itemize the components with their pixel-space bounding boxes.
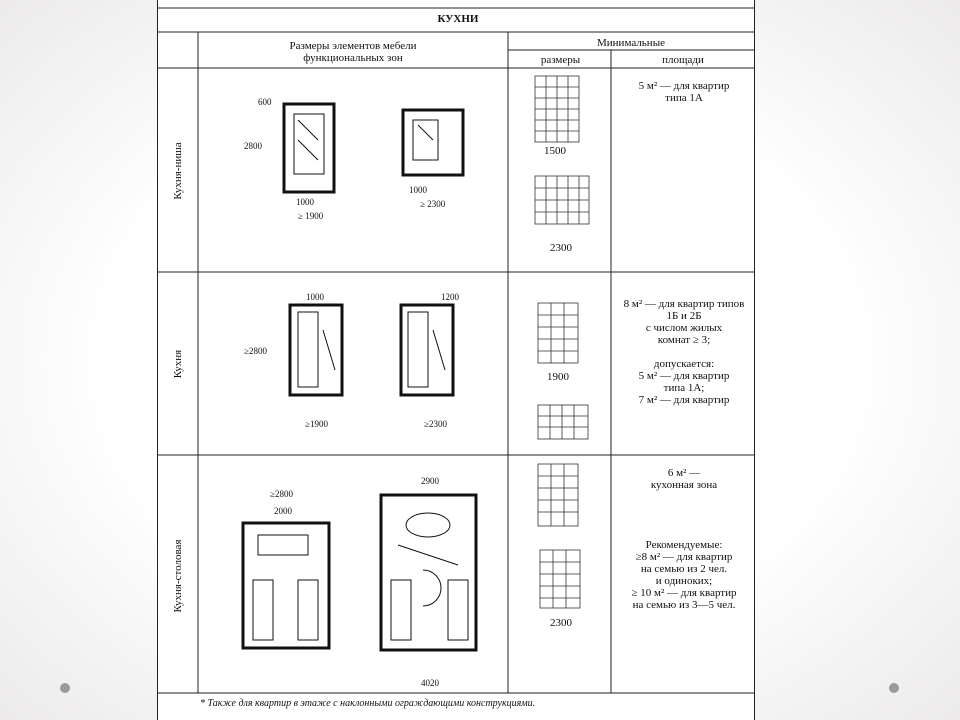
area-text-2: 8 м² — для квартир типов 1Б и 2Б с числом жилых комнат ≥ 3; допускается: 5 м² — для квартир типа 1А; 7 м² — для квартир [623,298,745,406]
next-slide-dot[interactable] [889,683,899,693]
dim-label: 1000 [296,197,314,207]
min-dim-1900: 1900 [547,371,569,383]
dim-label: 2800 [244,141,262,151]
min-dim-2300-a: 2300 [550,242,572,254]
dim-label: 1200 [441,292,459,302]
dim-label: 1000 [409,185,427,195]
header-dims: размеры [540,54,581,66]
dim-label: ≥2800 [270,489,293,499]
min-dim-2300-b: 2300 [550,617,572,629]
document-sheet [157,0,755,720]
dim-label: 4020 [421,678,439,688]
dim-label: 2000 [274,506,292,516]
prev-slide-dot[interactable] [60,683,70,693]
header-area: площади [662,54,704,66]
dim-label: ≥1900 [305,419,328,429]
floor-plans [243,104,476,650]
row-label-kitchen: Кухня [172,349,184,379]
dim-label: 600 [258,97,272,107]
header-sizes: Размеры элементов мебели функциональных зон [289,40,417,64]
table-title: КУХНИ [437,13,479,25]
min-dim-1500: 1500 [544,145,566,157]
area-text-1: 5 м² — для квартир типа 1А [638,80,730,104]
row-label-dining: Кухня-столовая [172,539,184,613]
dim-label: ≥ 1900 [298,211,324,221]
area-text-3: 6 м² — кухонная зона Рекомендуемые: ≥8 м² — для квартир на семью из 2 чел. и одиноких; ≥ 10 м² — для квартир на семью из 3—5 чел. [631,467,737,611]
row-label-niche: Кухня-ниша [172,142,184,200]
header-min: Минимальные [597,37,665,49]
footnote: * Также для квартир в этаже с наклонными ограждающими конструкциями. [200,698,536,709]
dim-label: ≥2300 [424,419,447,429]
dim-label: ≥2800 [244,346,267,356]
dim-label: 1000 [306,292,324,302]
dim-label: 2900 [421,476,439,486]
dim-label: ≥ 2300 [420,199,446,209]
